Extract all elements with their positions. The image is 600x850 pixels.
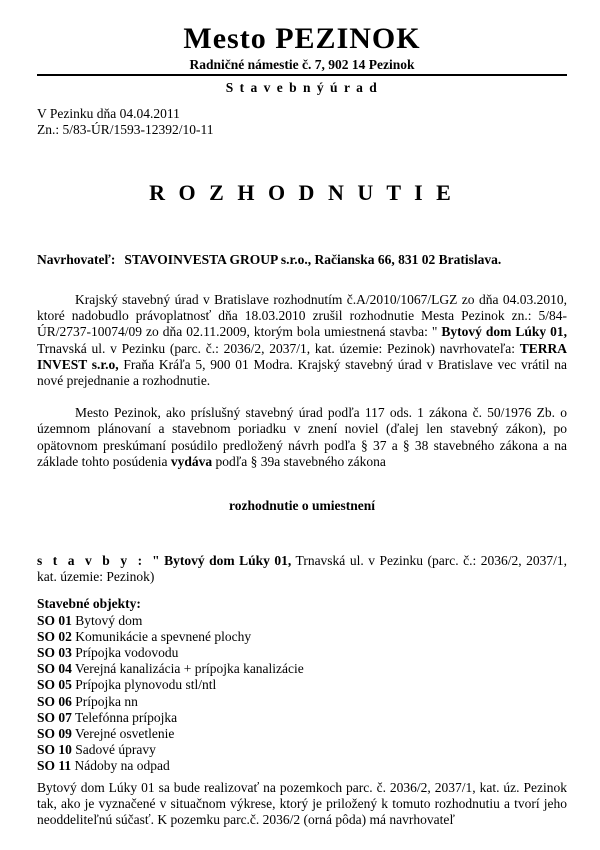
department-name: S t a v e b n ý ú r a d: [225, 80, 379, 95]
applicant-label: Navrhovateľ:: [37, 252, 116, 267]
building-object-item: [37, 758, 567, 774]
decision-heading: rozhodnutie o umiestnení: [228, 498, 375, 514]
building-object-item: [37, 661, 567, 677]
object-name: Telefónna prípojka: [75, 709, 178, 725]
building-object-item: [37, 726, 567, 742]
paragraph-annulment: [37, 292, 567, 389]
issues-verb-bold: vydáva: [170, 453, 213, 469]
object-code: SO 04: [37, 661, 72, 677]
object-name: Sadové úpravy: [75, 742, 156, 758]
reference-number: Zn.: 5/83-ÚR/1593-12392/10-11: [37, 122, 214, 137]
object-code: SO 03: [37, 645, 72, 661]
structure-name-bold: " Bytový dom Lúky 01,: [152, 553, 292, 569]
building-objects-list: [37, 613, 567, 775]
object-name: Nádoby na odpad: [74, 758, 170, 774]
building-object-item: [37, 629, 567, 645]
object-code: SO 11: [37, 758, 72, 774]
building-object-item: [37, 677, 567, 693]
structure-line: [37, 553, 567, 585]
object-code: SO 06: [37, 693, 72, 709]
object-name: Komunikácie a spevnené plochy: [75, 628, 252, 644]
city-name: Mesto PEZINOK: [183, 22, 421, 55]
object-code: SO 10: [37, 742, 72, 758]
object-code: SO 05: [37, 677, 72, 693]
paragraph-location: Bytový dom Lúky 01 sa bude realizovať na pozemkoch parc. č. 2036/2, 2037/1, kat. úz. Pezinok tak, ako je vyznačené v situačnom výkrese, ktorý je priložený k tomuto rozhodnutiu a tvorí jeho neoddeliteľnú súčasť. K pozemku parc.č. 2036/2 (orná pôda) má navrhovateľ: [37, 779, 567, 828]
paragraph-issue-text: Mesto Pezinok, ako príslušný stavebný úrad podľa 117 ods. 1 zákona č. 50/1976 Zb. o územnom plánovaní a stavebnom poriadku v znení noviel (ďalej len stavebný zákon), po opätovnom preskúmaní posúdilo predložený návrh podľa § 37 a § 38 stavebného zákona a na základe tohto posúdenia: [37, 405, 567, 469]
applicant-line: [37, 252, 567, 268]
structure-location-text: Trnavská ul. v Pezinku (parc. č.: 2036/2, 2037/1, kat. územie: Pezinok): [37, 553, 567, 585]
place-date: V Pezinku dňa 04.04.2011: [37, 106, 180, 121]
object-name: Prípojka plynovodu stl/ntl: [75, 677, 217, 693]
document-title: R O Z H O D N U T I E: [149, 180, 455, 205]
building-object-item: [37, 613, 567, 629]
object-code: SO 01: [37, 612, 72, 628]
paragraph-issue-text: podľa § 39a stavebného zákona: [212, 453, 386, 469]
building-object-item: [37, 710, 567, 726]
paragraph-annulment-text: Fraňa Kráľa 5, 900 01 Modra. Krajský stavebný úrad v Bratislave vec vrátil na nové prejednanie a rozhodnutie.: [37, 356, 567, 389]
building-name-bold: Bytový dom Lúky 01,: [441, 324, 567, 340]
object-name: Verejné osvetlenie: [75, 726, 175, 742]
paragraph-annulment-text: Krajský stavebný úrad v Bratislave rozhodnutím č.A/2010/1067/LGZ zo dňa 04.03.2010, ktoré nadobudlo právoplatnosť dňa 18.03.2010 zrušil rozhodnutie Mesta Pezinok zn.: 5/84-ÚR/2737-10074/09 zo dňa 02.11.2009, ktorým bola umiestnená stavba: ": [37, 292, 567, 340]
objects-heading: Stavebné objekty:: [37, 596, 141, 612]
header-divider: [37, 74, 567, 76]
applicant-value: STAVOINVESTA GROUP s.r.o., Račianska 66, 831 02 Bratislava.: [124, 252, 502, 267]
object-name: Prípojka vodovodu: [75, 645, 179, 661]
object-code: SO 09: [37, 726, 72, 742]
object-code: SO 07: [37, 709, 72, 725]
city-address: Radničné námestie č. 7, 902 14 Pezinok: [189, 57, 415, 72]
document-meta: [37, 106, 567, 138]
object-name: Bytový dom: [75, 612, 143, 628]
previous-applicant-bold: TERRA INVEST s.r.o,: [37, 340, 567, 372]
structure-label: s t a v b y :: [37, 553, 146, 569]
object-name: Prípojka nn: [75, 693, 138, 709]
paragraph-issue: [37, 405, 567, 470]
paragraph-annulment-text: Trnavská ul. v Pezinku (parc. č.: 2036/2, 2037/1, kat. územie: Pezinok) navrhovateľa:: [37, 340, 520, 356]
building-object-item: [37, 694, 567, 710]
object-code: SO 02: [37, 628, 72, 644]
building-object-item: [37, 645, 567, 661]
building-object-item: [37, 742, 567, 758]
object-name: Verejná kanalizácia + prípojka kanalizácie: [75, 661, 304, 677]
